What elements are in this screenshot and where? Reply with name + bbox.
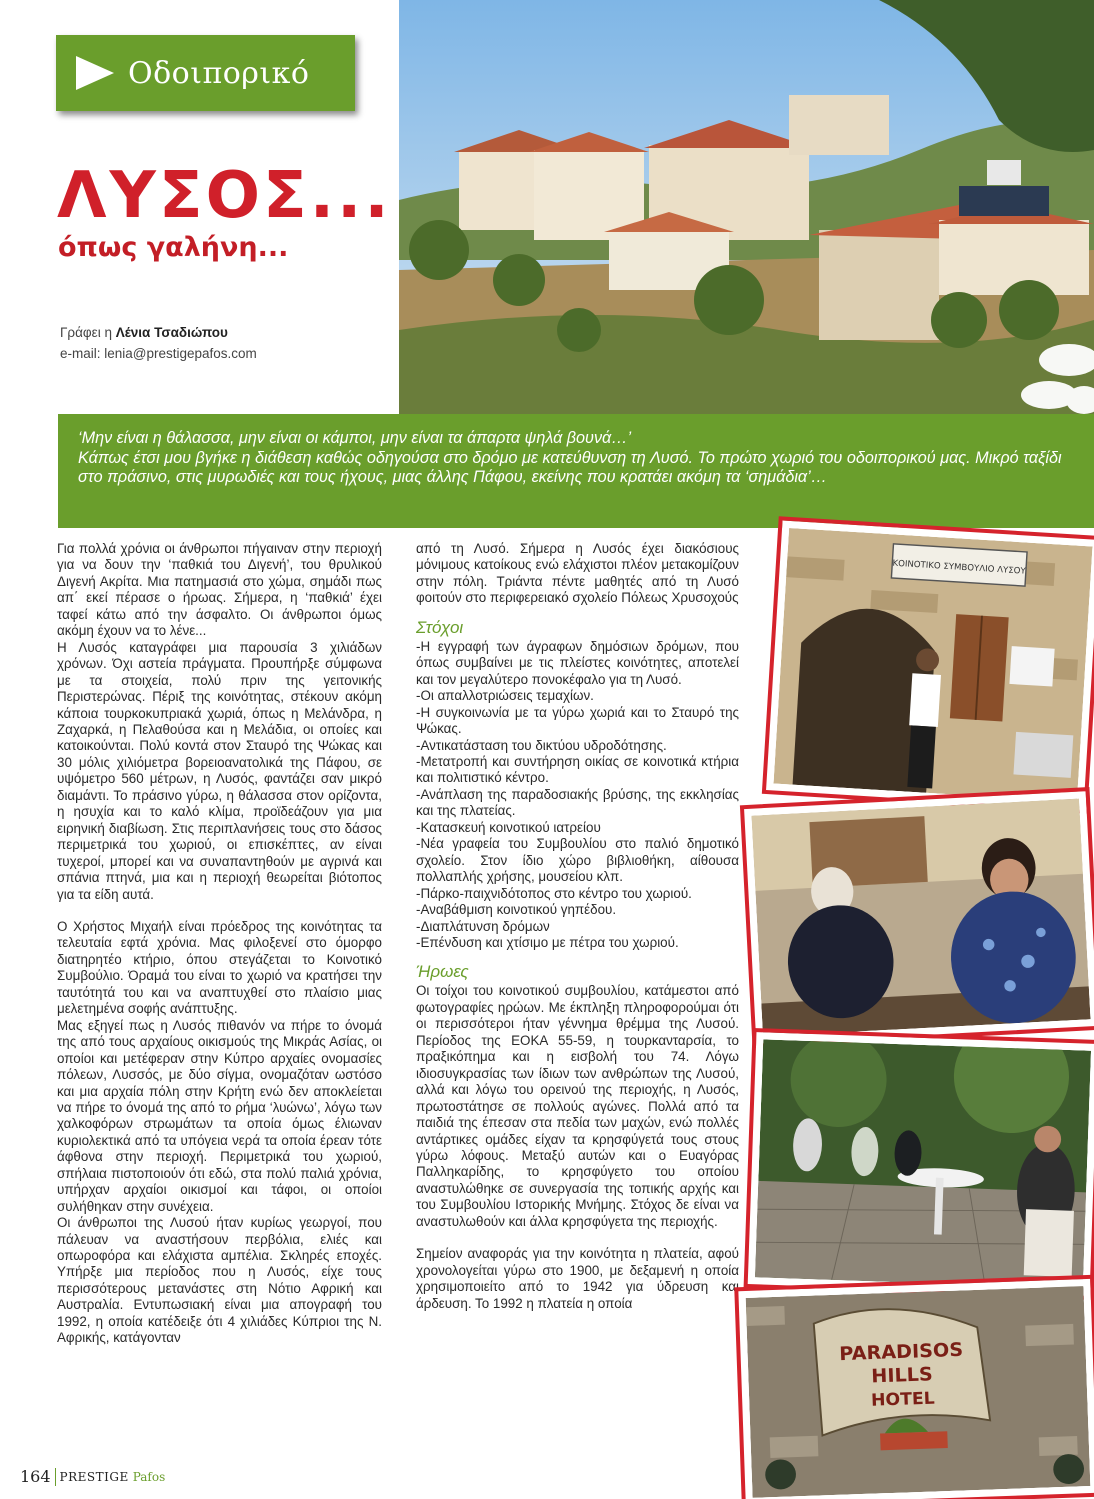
article-title: ΛΥΣΟΣ... <box>57 159 392 233</box>
paragraph: Για πολλά χρόνια οι άνθρωποι πήγαιναν στην περιοχή για να δουν την ‘παθκιά του Διγενή’, του θρυλικού Διγενή Ακρίτα. Μια πατημασιά στο χώμα, σημάδι πως απ΄ εκεί πέρασε ο ήρωας. Σήμερα, η ‘παθκιά’ έχει ταφεί κάτω από την άσφαλτο. Οι άνθρωποι όμως ακόμη έχουν να το λένε... <box>57 541 382 639</box>
photo-men-courtyard <box>748 1032 1094 1296</box>
paragraph: Ο Χρήστος Μιχαήλ είναι πρόεδρος της κοινότητας τα τελευταία εφτά χρόνια. Μας φιλοξενεί στο όμορφο διατηρητέο κτήριο, όπου στεγάζεται το Κοινοτικό Συμβούλιο. Όραμά του είναι το χωριό να κρατήσει την ταυτότητά του και να αναπτυχθεί στο πλαίσιο μιας μελετημένα σοφής ανάπτυξης. <box>57 918 382 1017</box>
goal-item: -Επένδυση και χτίσιμο με πέτρα του χωριού. <box>416 934 679 950</box>
goal-item: -Αναβάθμιση κοινοτικού γηπέδου. <box>416 902 617 918</box>
goal-item: -Η εγγραφή των άγραφων δημόσιων δρόμων, που όπως συμβαίνει με τις πλείστες κοινότητες, αποτελεί και τον μεγαλύτερο πονοκέφαλο για τη Λυσό. <box>416 638 739 687</box>
byline-email: e-mail: lenia@prestigepafos.com <box>60 346 257 361</box>
hotel-sign-line1: PARADISOS <box>838 1339 964 1366</box>
section-tab <box>56 35 355 111</box>
byline-author: Λένια Τσαδιώπου <box>115 325 228 340</box>
goal-item: -Διαπλάτυνση δρόμων <box>416 918 550 934</box>
text-column-2 <box>416 541 739 1312</box>
paragraph: από τη Λυσό. Σήμερα η Λυσός έχει διακόσιους μόνιμους κατοίκους ενώ ελάχιστοι πλέον μετακομίζουν στην πόλη. Τριάντα πέντε μαθητές από τη Λυσό φοιτούν στο περιφερειακό σχολείο Πόλεως Χρυσοχούς <box>416 541 739 606</box>
text-column-1 <box>57 541 382 1347</box>
goal-item: -Μετατροπή και συντήρηση οικίας σε κοινοτικά κτήρια και πολιτιστικό κέντρο. <box>416 753 739 786</box>
paragraph: Μας εξηγεί πως η Λυσός πιθανόν να πήρε το όνομά της από τους αρχαίους οικισμούς της Μικράς Ασίας, οι οποίοι και μετέφεραν στην Κύπρο αρχαίες ονομασίες πόλεων, Λυσσός, με δύο σίγμα, ονομαζόταν ωστόσο και μια αρχαία πόλη στην Κρήτη ενώ δεν αποκλείεται να πήρε το όνομά της από το ρήμα ‘λυώνω’, λόγω των χαλκοφόρων στρωμάτων τα οποία όμως έλιωναν κυριολεκτικά από τα υπόγεια νερά τα οποία έρεαν τότε άφθονα στην περιοχή. Περιμετρικά του χωριού, σπήλαια πιστοποιούν ότι εδώ, στα πολύ παλιά χρόνια, υπήρχαν αρχαίοι οικισμοί και τάφοι, οι οποίοι συλήθηκαν στην συνέχεια. <box>57 1017 382 1214</box>
goal-item: -Νέα γραφεία του Συμβουλίου στο παλιό δημοτικό σχολείο. Στον ίδιο χώρο βιβλιοθήκη, αίθουσα πολλαπλής χρήσης, μουσείου κλπ. <box>416 836 739 885</box>
paragraph: Σημείον αναφοράς για την κοινότητα η πλατεία, αφού χρονολογείται γύρω στο 1900, με δεξαμενή η οποία χρησιμοποιείτο από το 1942 για ύδρευση και άρδευση. Το 1992 η πλατεία η οποία <box>416 1246 739 1311</box>
play-triangle-icon <box>76 56 114 90</box>
hotel-sign-line3: HOTEL <box>870 1388 936 1411</box>
photo-two-women <box>744 791 1094 1044</box>
magazine-edition: Pafos <box>132 1469 166 1484</box>
article-subtitle: όπως γαλήνη... <box>58 232 289 263</box>
magazine-name: PRESTIGE <box>59 1469 129 1484</box>
page-footer <box>20 1467 165 1486</box>
footer-divider <box>55 1468 56 1486</box>
intro-quote: ‘Μην είναι η θάλασσα, μην είναι οι κάμποι, μην είναι τα άπαρτα ψηλά βουνά…’ <box>78 429 632 447</box>
goal-item: -Η συγκοινωνία με τα γύρω χωριά και το Σταυρό της Ψώκας. <box>416 704 739 737</box>
hero-photo-village <box>399 0 1094 414</box>
page-number: 164 <box>20 1467 51 1486</box>
photo-community-building <box>766 521 1094 810</box>
heading-heroes: Ήρωες <box>416 962 469 982</box>
byline-prefix: Γράφει η <box>60 325 116 340</box>
goal-item: -Αντικατάσταση του δικτύου υδροδότησης. <box>416 737 667 753</box>
intro-box <box>58 414 1094 528</box>
goal-item: -Πάρκο-παιχνιδότοπος στο κέντρο του χωριού. <box>416 885 692 901</box>
section-label: Οδοιπορικό <box>128 55 310 91</box>
paragraph: Οι άνθρωποι της Λυσού ήταν κυρίως γεωργοί, που πάλευαν να αναστήσουν περβόλια, ελιές και οπωροφόρα και ελάχιστα αμπέλια. Σκληρές εποχές. Υπήρξε μια περίοδος που η Λυσός, είχε τους περισσότερους μετανάστες στη Νότιο Αφρική και Αυστραλία. Εντυπωσιακή είναι μια απογραφή του 1992, η οποία κατέδειξε ότι 4 χιλιάδες Κύπριοι της Ν. Αφρικής, κατάγονταν <box>57 1215 382 1346</box>
heading-goals: Στόχοι <box>416 617 464 637</box>
intro-text: Κάπως έτσι μου βγήκε η διάθεση καθώς οδηγούσα στο δρόμο με κατεύθυνση τη Λυσό. Το πρώτο χωριό του οδοιπορικού μας. Μικρό ταξίδι στο πράσινο, στις μυρωδιές και τους ήχους, μιας άλλης Πάφου, εκείνης που κρατάει ακόμη τα ‘σημάδια’… <box>78 448 1062 486</box>
sign-text: ΚΟΙΝΟΤΙΚΟ ΣΥΜΒΟΥΛΙΟ ΛΥΣΟΥ <box>892 558 1026 577</box>
goal-item: -Κατασκευή κοινοτικού ιατρείου <box>416 819 601 835</box>
photo-hotel-sign <box>738 1279 1094 1499</box>
hotel-sign-line2: HILLS <box>870 1363 934 1388</box>
byline <box>60 322 257 364</box>
goal-item: -Ανάπλαση της παραδοσιακής βρύσης, της εκκλησίας και της πλατείας. <box>416 786 739 819</box>
goal-item: -Οι απαλλοτριώσεις τεμαχίων. <box>416 688 594 704</box>
paragraph: Η Λυσός καταγράφει μια παρουσία 3 χιλιάδων χρόνων. Όχι αστεία πράγματα. Προυπήρξε σύμφωνα με τα στοιχεία, πολύ πριν της γειτονικής Περιστερώνας. Πέριξ της κοινότητας, στέκουν ακόμη κάποια τουρκοκυπριακά χωριά, όπως η Μελάνδρα, η Ζαχαρκά, η Πελαθούσα και η Μελάδια, οι οποίες και κατοικούνται. Πολύ κοντά στον Σταυρό της Ψώκας και 30 μόλις χιλιόμετρα βορειοανατολικά της Πάφου, σε υψόμετρο 560 μέτρων, η Λυσός, φαντάζει σαν μικρό διαμάντι. Το πράσινο γύρω, η θάλασσα στον ορίζοντα, η ησυχία και το καλό κλίμα, προϊδεάζουν για μια ειρηνική διαβίωση. Στις περιπλανήσεις τους στο δάσος περιμετρικά του χωριού, οι επισκέπτες, αν είναι τυχεροί, μπορεί και να συναπαντηθούν με αγρινά και σπάνια πτηνά, μια και η περιοχή θεωρείται βιότοπος για τα είδη αυτά. <box>57 639 382 902</box>
paragraph: Οι τοίχοι του κοινοτικού συμβουλίου, κατάμεστοι από φωτογραφίες ηρώων. Με έκπληξη πληροφορούμαι ότι οι περισσότεροι ήταν γέννημα θρέμμα της Λυσού. Περίοδος της ΕΟΚΑ 55-59, η τουρκανταρσία, το πραξικόπημα και η εισβολή του 74. Λόγω ιδιοσυγκρασίας των ίδιων των ανθρώπων της Λυσού, αλλά και λόγω του ορεινού της περιοχής, η Λυσός, πρωτοστάτησε σε πολλούς αγώνες. Πολλά από τα παιδιά της έπεσαν στα πεδία των μαχών, ενώ πολλές αντάρτικες ομάδες είχαν τα κρησφύγετά τους στους γύρω λόφους. Μεταξύ αυτών και ο Ευαγόρας Παλληκαρίδης, το κρησφύγετο του οποίου αναστυλώθηκε σε συνεργασία της τοπικής αρχής και του Συμβουλίου Ιστορικής Μνήμης. Στόχος δε είναι να αναστυλωθούν και άλλα κρησφύγετα της περιοχής. <box>416 983 739 1229</box>
